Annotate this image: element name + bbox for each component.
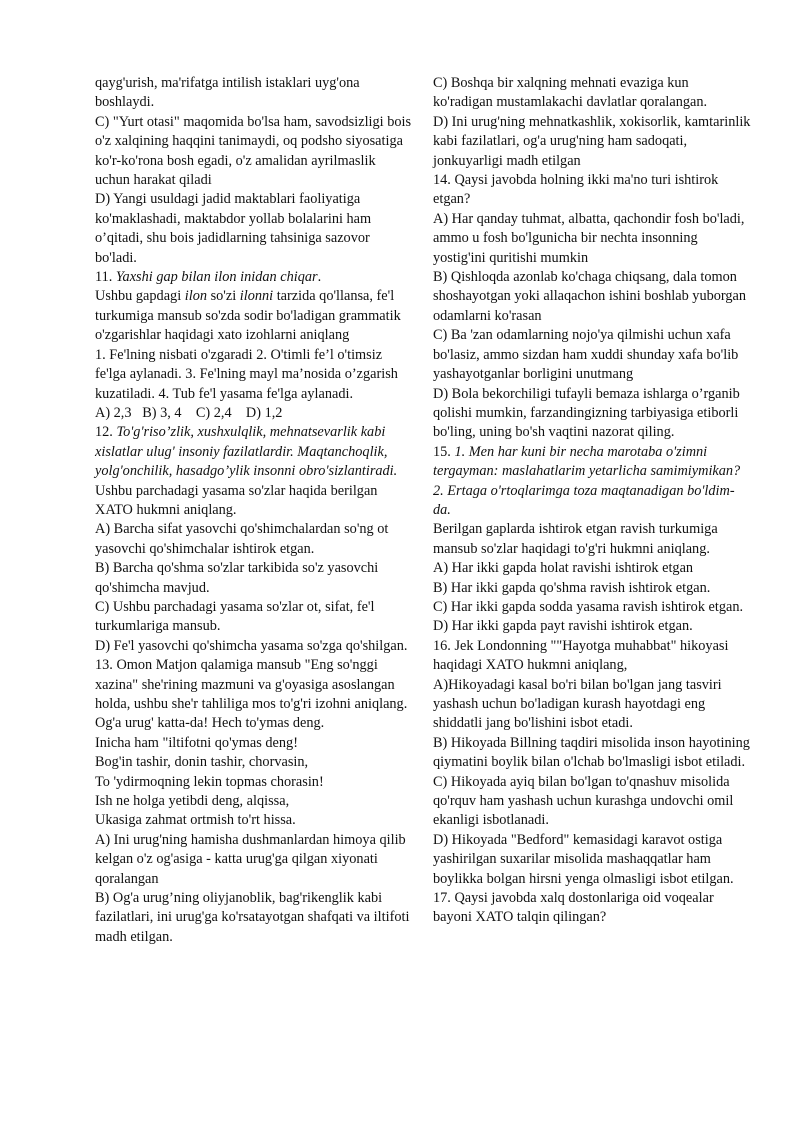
answer-option: A) Har ikki gapda holat ravishi ishtirok etgan	[433, 560, 694, 577]
answer-option: D) Yangi usuldagi jadid maktablari faoliyatiga ko'maklashadi, maktabdor yollab bolalarini ham o’qitadi, shu bois jadidlarning tahsiniga sazovor bo'ladi.	[95, 191, 372, 266]
question-text: so'zi	[207, 288, 240, 305]
answer-option: D) Bola bekorchiligi tufayli bemaza ishlarga o’rganib qolishi mumkin, farzandingizning tarbiyasiga etiborli bo'ling, uning bo'sh vaqtini nazorat qiling.	[433, 385, 740, 441]
quoted-passage: To'g'riso’zlik, xushxulqlik, mehnatsevarlik kabi xislatlar ulug' insoniy fazilatlardir. Maqtanchoqlik, yolg'onchilik, hasadgo’ylik insonni obro'sizlantiradi.	[95, 424, 398, 480]
answer-option: A)Hikoyadagi kasal bo'ri bilan bo'lgan jang tasviri yashash uchun bo'ladigan kurash hayotdagi eng shiddatli jang bo'lishini isbot etadi.	[433, 676, 722, 732]
answer-options-row: A) 2,3 B) 3, 4 C) 2,4 D) 1,2	[95, 404, 283, 421]
question-11	[95, 268, 413, 346]
question-text: Berilgan gaplarda ishtirok etgan ravish turkumiga mansub so'zlar haqidagi to'g'ri hukmni aniqlang.	[433, 521, 718, 557]
answer-option: B) Qishloqda azonlab ko'chaga chiqsang, dala tomon shoshayotgan yoki allaqachon ishini boshlab yuborgan odamlarni ko'rasan	[433, 269, 747, 324]
answer-option: C) Ba 'zan odamlarning nojo'ya qilmishi uchun xafa bo'lasiz, ammo sizdan ham xuddi shunday xafa bo'lib yashayotganlar borligini unutmang	[433, 327, 739, 383]
question-13: 13. Omon Matjon qalamiga mansub "Eng so'nggi xazina" she'rining mazmuni va g'oyasiga asoslangan holda, ushbu she'r tahliliga mos to'g'ri izohni aniqlang.	[95, 657, 408, 712]
poem-line: Ukasiga zahmat ortmish to'rt hissa.	[95, 812, 296, 829]
question-number: 11.	[95, 269, 116, 286]
poem-line: Inicha ham "iltifotni qo'ymas deng!	[95, 734, 298, 751]
question-14: 14. Qaysi javobda holning ikki ma'no turi ishtirok etgan?	[433, 172, 719, 208]
question-number: 12.	[95, 424, 117, 441]
answer-option: B) Hikoyada Billning taqdiri misolida inson hayotining qiymatini boylik bilan o'lchab bo'lmasligi isbot etiladi.	[433, 734, 750, 771]
poem-line: Bog'in tashir, donin tashir, chorvasin,	[95, 754, 309, 771]
paragraph: qayg'urish, ma'rifatga intilish istaklari uyg'ona boshlaydi.	[95, 75, 360, 111]
answer-option: D) Fe'l yasovchi qo'shimcha yasama so'zga qo'shilgan.	[95, 637, 408, 654]
proverb: Yaxshi gap bilan ilon inidan chiqar	[115, 269, 318, 286]
answer-option: B) Har ikki gapda qo'shma ravish ishtirok etgan.	[433, 579, 711, 596]
question-17: 17. Qaysi javobda xalq dostonlariga oid voqealar bayoni XATO talqin qilingan?	[433, 890, 714, 926]
answer-option: B) Barcha qo'shma so'zlar tarkibida so'z yasovchi qo'shimcha mavjud.	[95, 560, 379, 596]
question-text: Ushbu parchadagi yasama so'zlar haqida berilgan XATO hukmni aniqlang.	[95, 482, 378, 518]
poem-line: To 'ydirmoqning lekin topmas chorasin!	[95, 773, 324, 790]
word-ilon: ilon	[184, 288, 207, 305]
punctuation: .	[317, 269, 322, 286]
question-15	[433, 443, 751, 482]
answer-option: D) Har ikki gapda payt ravishi ishtirok etgan.	[433, 618, 693, 635]
answer-option: C) Har ikki gapda sodda yasama ravish ishtirok etgan.	[433, 598, 744, 615]
answer-option: C) Hikoyada ayiq bilan bo'lgan to'qnashuv misolida qo'rquv ham yashash uchun kurashga undovchi omil ekanligi isbotlanadi.	[433, 773, 734, 829]
poem-line: Ish ne holga yetibdi deng, alqissa,	[95, 793, 290, 810]
question-number: 15.	[433, 443, 455, 460]
example-sentence-2: 2. Ertaga o'rtoqlarimga toza maqtanadigan bo'ldim-da.	[433, 482, 735, 518]
right-column	[433, 74, 751, 928]
answer-option: B) Og'a urug’ning oliyjanoblik, bag'rikenglik kabi fazilatlari, ini urug'ga ko'rsatayotgan shafqati va iltifoti madh etilgan.	[95, 890, 410, 945]
answer-option: A) Ini urug'ning hamisha dushmanlardan himoya qilib kelgan o'z og'asiga - katta urug'ga qilgan xiyonati qoralangan	[95, 831, 406, 887]
answer-option: A) Har qanday tuhmat, albatta, qachondir fosh bo'ladi, ammo u fosh bo'lgunicha bir nechta insonning yostig'ini quritishi mumkin	[433, 210, 745, 266]
word-ilonni: ilonni	[239, 288, 274, 305]
question-16: 16. Jek Londonning ""Hayotga muhabbat" hikoyasi haqidagi XATO hukmni aniqlang,	[433, 637, 729, 674]
statement-list: 1. Fe'lning nisbati o'zgaradi 2. O'timli fe’l o'timsiz fe'lga aylanadi. 3. Fe'lning mayl ma’nosida o’zgarish kuzatiladi. 4. Tub fe'l yasama fe'lga aylanadi.	[95, 346, 398, 402]
example-sentence-1: 1. Men har kuni bir necha marotaba o'zimni tergayman: maslahatlarim yetarlicha samimiymikan?	[433, 443, 741, 480]
answer-option: D) Hikoyada "Bedford" kemasidagi karavot ostiga yashirilgan suxarilar misolida mashaqqatlar ham boylikka bolgan hirsni yenga olmasligi isbot etilgan.	[433, 831, 734, 887]
answer-option: C) Ushbu parchadagi yasama so'zlar ot, sifat, fe'l turkumlariga mansub.	[95, 598, 375, 635]
question-12	[95, 423, 413, 520]
left-column	[95, 74, 413, 947]
poem-line: Og'a urug' katta-da! Hech to'ymas deng.	[95, 715, 325, 732]
answer-option: A) Barcha sifat yasovchi qo'shimchalardan so'ng ot yasovchi qo'shimchalar ishtirok etgan.	[95, 521, 389, 557]
answer-option: C) Boshqa bir xalqning mehnati evaziga kun ko'radigan mustamlakachi davlatlar qoralangan.	[433, 75, 708, 111]
question-text: tarzida qo'llansa, fe'l turkumiga mansub so'zda sodir bo'ladigan grammatik o'zgarishlar haqidagi xato izohlarni aniqlang	[95, 288, 401, 344]
answer-option: C) "Yurt otasi" maqomida bo'lsa ham, savodsizligi bois o'z xalqining haqqini tanimaydi, oq podsho siyosatiga ko'r-ko'rona bosh egadi, o'z amalidan ayrilmaslik uchun harakat qiladi	[95, 113, 412, 189]
answer-option: D) Ini urug'ning mehnatkashlik, xokisorlik, kamtarinlik kabi fazilatlari, og'a urug'ning ham sadoqati, jonkuyarligi madh etilgan	[433, 113, 751, 169]
question-text: Ushbu gapdagi	[95, 288, 185, 305]
